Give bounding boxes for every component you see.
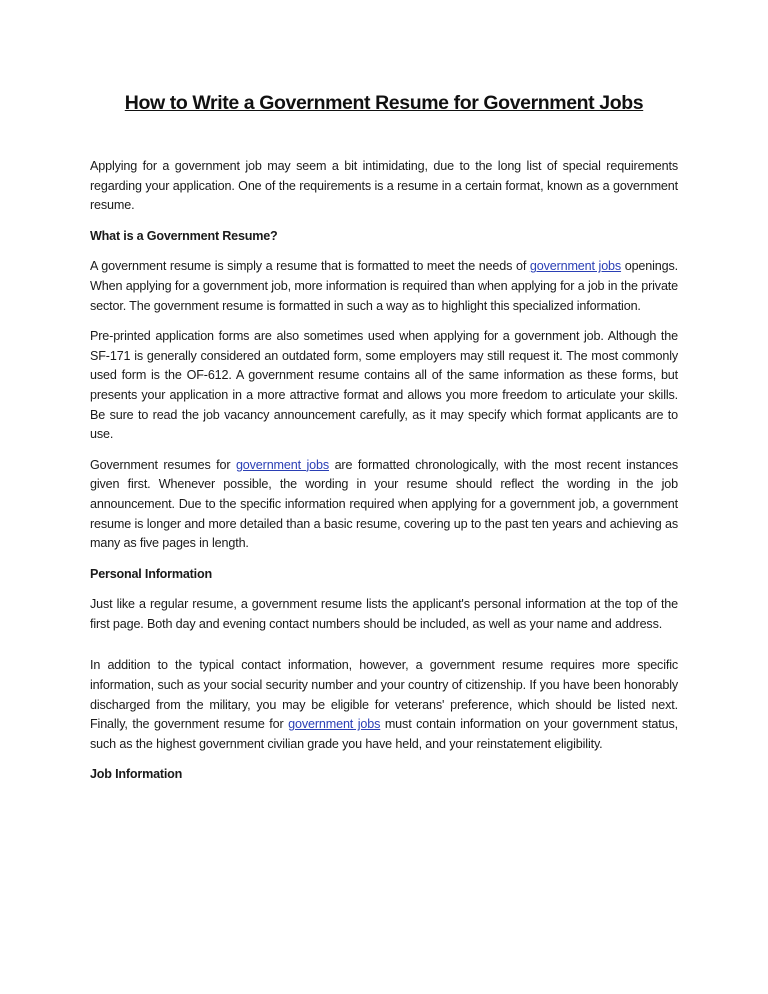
government-jobs-link[interactable]: government jobs: [529, 259, 622, 274]
document-title: How to Write a Government Resume for Government Jobs: [124, 92, 644, 114]
government-jobs-link[interactable]: government jobs: [288, 717, 381, 732]
definition-paragraph: A government resume is simply a resume that is formatted to meet the needs of government jobs openings. When applying for a government job, more information is required than when applying for a job in the private sector. The government resume is formatted in such a way as to highlight this specialized information.: [90, 259, 678, 313]
heading-what-is-government-resume: What is a Government Resume?: [90, 228, 278, 243]
government-jobs-link[interactable]: government jobs: [235, 457, 330, 472]
chronological-paragraph: Government resumes for government jobs are formatted chronologically, with the most recent instances given first. Whenever possible, the wording in your resume should reflect the wording in the job announcement. Due to the specific information required when applying for a government job, a government resume is longer and more detailed than a basic resume, covering up to the past ten years and achieving as many as five pages in length.: [90, 457, 678, 551]
forms-paragraph: Pre-printed application forms are also sometimes used when applying for a government job. Although the SF-171 is generally considered an outdated form, some employers may still request it. The most commonly used form is the OF-612. A government resume contains all of the same information as these forms, but presents your application in a more attractive format and allows you more freedom to articulate your skills. Be sure to read the job vacancy announcement carefully, as it may specify which format applicants are to use.: [90, 329, 678, 442]
heading-job-information: Job Information: [90, 767, 183, 782]
document-page: [90, 92, 678, 796]
intro-paragraph: Applying for a government job may seem a bit intimidating, due to the long list of special requirements regarding your application. One of the requirements is a resume in a certain format, known as a government resume.: [90, 159, 678, 213]
spacer: [90, 645, 678, 656]
additional-info-paragraph: In addition to the typical contact information, however, a government resume requires more specific information, such as your social security number and your country of citizenship. If you have been honorably discharged from the military, you may be eligible for veterans' preference, which should be listed next. Finally, the government resume for government jobs must contain information on your government status, such as the highest government civilian grade you have held, and your reinstatement eligibility.: [90, 658, 678, 751]
personal-info-paragraph: Just like a regular resume, a government resume lists the applicant's personal information at the top of the first page. Both day and evening contact numbers should be included, as well as your name and address.: [90, 597, 678, 631]
heading-personal-information: Personal Information: [90, 566, 212, 581]
